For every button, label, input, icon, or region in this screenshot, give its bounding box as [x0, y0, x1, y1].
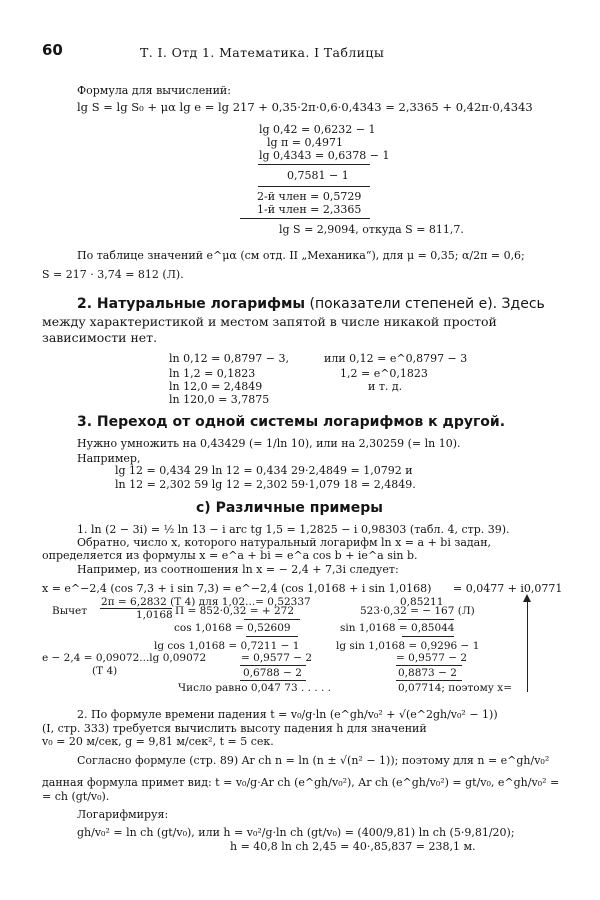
section-heading: 3. Переход от одной системы логарифмов к другой.	[77, 414, 506, 430]
example-text: gh/v₀² = ln ch (gt/v₀), или h = v₀²/g·ln ch (gt/v₀) = (400/9,81) ln ch (5·9,81/20);	[77, 826, 515, 839]
calc-result: lg S = 2,9094, откуда S = 811,7.	[279, 223, 464, 236]
arrow-up-icon	[523, 594, 531, 602]
main-formula: lg S = lg S₀ + μα lg e = lg 217 + 0,35·2π·0,6·0,4343 = 2,3365 + 0,42π·0,4343	[77, 100, 533, 114]
example-text: 1. ln (2 − 3i) = ½ ln 13 − i arc tg 1,5 = 1,2825 − i 0,98303 (табл. 4, стр. 39).	[77, 523, 510, 536]
calc-row: e − 2,4 = 0,09072...lg 0,09072	[42, 652, 207, 664]
running-title: Т. I. Отд 1. Математика. I Таблицы	[140, 45, 385, 60]
example-text: Например, из соотношения ln x = − 2,4 + 7,3i следует:	[77, 563, 399, 576]
calc-row: lg sin 1,0168 = 0,9296 − 1	[336, 640, 480, 652]
calc-row: 2π = 6,2832 (Т 4) для 1,02...= 0,52337	[101, 596, 311, 608]
exp-row: 1,2 = e^0,1823	[340, 367, 428, 380]
calc-row: lg cos 1,0168 = 0,7211 − 1	[154, 640, 300, 652]
exp-row: или 0,12 = e^0,8797 − 3	[324, 352, 468, 365]
sub-rule	[396, 665, 462, 666]
calc-row: 0,8873 − 2	[398, 667, 457, 679]
example-text: определяется из формулы x = e^a + bi = e^a cos b + ie^a sin b.	[42, 549, 418, 562]
section-text: Нужно умножить на 0,43429 (= 1/ln 10), или на 2,30259 (= ln 10).	[77, 437, 461, 450]
section-text: Например,	[77, 452, 141, 465]
table-note: По таблице значений e^μα (см отд. II „Механика“), для μ = 0,35; α/2π = 0,6;	[77, 249, 525, 262]
sub-rule	[240, 665, 306, 666]
calc-row: 0,85211	[400, 596, 444, 608]
sub-rule	[240, 680, 306, 681]
ln-row: ln 1,2 = 0,1823	[169, 367, 256, 380]
ln-row: ln 12,0 = 2,4849	[169, 380, 263, 393]
example-text: (I, стр. 333) требуется вычислить высоту падения h для значений	[42, 722, 427, 735]
page-number: 60	[42, 41, 63, 59]
sum-rule	[240, 218, 370, 219]
calc-row: lg 0,42 = 0,6232 − 1	[259, 123, 376, 136]
sub-rule	[402, 636, 454, 637]
calc-row: lg π = 0,4971	[267, 136, 343, 149]
calc-row: 523·0,32 = − 167 (Л)	[360, 605, 475, 617]
calc-row: lg 0,4343 = 0,6378 − 1	[259, 149, 390, 162]
example-text: v₀ = 20 м/сек, g = 9,81 м/сек², t = 5 сек.	[42, 735, 274, 748]
main-equation: x = e^−2,4 (cos 7,3 + i sin 7,3) = e^−2,4 (cos 1,0168 + i sin 1,0168)	[42, 582, 432, 595]
sub-rule	[396, 680, 462, 681]
calc-row: sin 1,0168 = 0,85044	[340, 622, 455, 634]
ln-row: ln 120,0 = 3,7875	[169, 393, 270, 406]
example-text: = ch (gt/v₀).	[42, 790, 110, 803]
table-note: S = 217 · 3,74 = 812 (Л).	[42, 268, 184, 281]
sub-rule	[244, 619, 300, 620]
calc-row: 0,07714; поэтому x=	[398, 682, 513, 694]
sub-rule	[246, 636, 298, 637]
member-1: 1-й член = 2,3365	[257, 203, 362, 216]
example-text: h = 40,8 ln ch 2,45 = 40·,85,837 = 238,1 м.	[230, 840, 476, 853]
section-text: зависимости нет.	[42, 330, 158, 345]
arrow-line	[527, 600, 528, 692]
calc-row: 0,6788 − 2	[243, 667, 302, 679]
example-text: Согласно формуле (стр. 89) Ar ch n = ln (n ± √(n² − 1)); поэтому для n = e^gh/v₀²	[77, 754, 550, 767]
example-row: ln 12 = 2,302 59 lg 12 = 2,302 59·1,079 18 = 2,4849.	[115, 478, 416, 491]
calc-row: 1,0168	[136, 609, 173, 621]
calc-row: Число равно 0,047 73 . . . . .	[178, 682, 332, 694]
sub-rule	[398, 619, 454, 620]
sum-rule	[258, 186, 370, 187]
section-heading: с) Различные примеры	[196, 500, 383, 516]
section-text: между характеристикой и местом запятой в числе никакой простой	[42, 314, 497, 329]
exp-row: и т. д.	[368, 380, 403, 393]
calc-row: = 0,9577 − 2	[241, 652, 313, 664]
ln-row: ln 0,12 = 0,8797 − 3,	[169, 352, 289, 365]
calc-row: П = 852·0,32 = + 272	[175, 605, 295, 617]
example-text: данная формула примет вид: t = v₀/g·Ar ch (e^gh/v₀²), Ar ch (e^gh/v₀²) = gt/v₀, e^gh/v₀² =	[42, 776, 560, 789]
example-text: Логарифмируя:	[77, 808, 169, 821]
example-text: 2. По формуле времени падения t = v₀/g·ln (e^gh/v₀² + √(e^2gh/v₀² − 1))	[77, 708, 498, 721]
section-heading: 2. Натуральные логарифмы (показатели степеней e). Здесь	[77, 296, 545, 312]
calc-label: (Т 4)	[92, 665, 118, 677]
member-2: 2-й член = 0,5729	[257, 190, 362, 203]
calc-row: cos 1,0168 = 0,52609	[174, 622, 291, 634]
sum-rule	[258, 164, 370, 165]
example-text: Обратно, число x, которого натуральный логарифм ln x = a + bi задан,	[77, 536, 492, 549]
calc-row: = 0,9577 − 2	[396, 652, 468, 664]
formula-label: Формула для вычислений:	[77, 84, 231, 97]
example-row: lg 12 = 0,434 29 ln 12 = 0,434 29·2,4849 = 1,0792 и	[115, 464, 413, 477]
calc-sum: 0,7581 − 1	[287, 169, 349, 182]
calc-label: Вычет	[52, 605, 88, 617]
equation-result: = 0,0477 + i0,0771	[453, 582, 563, 595]
